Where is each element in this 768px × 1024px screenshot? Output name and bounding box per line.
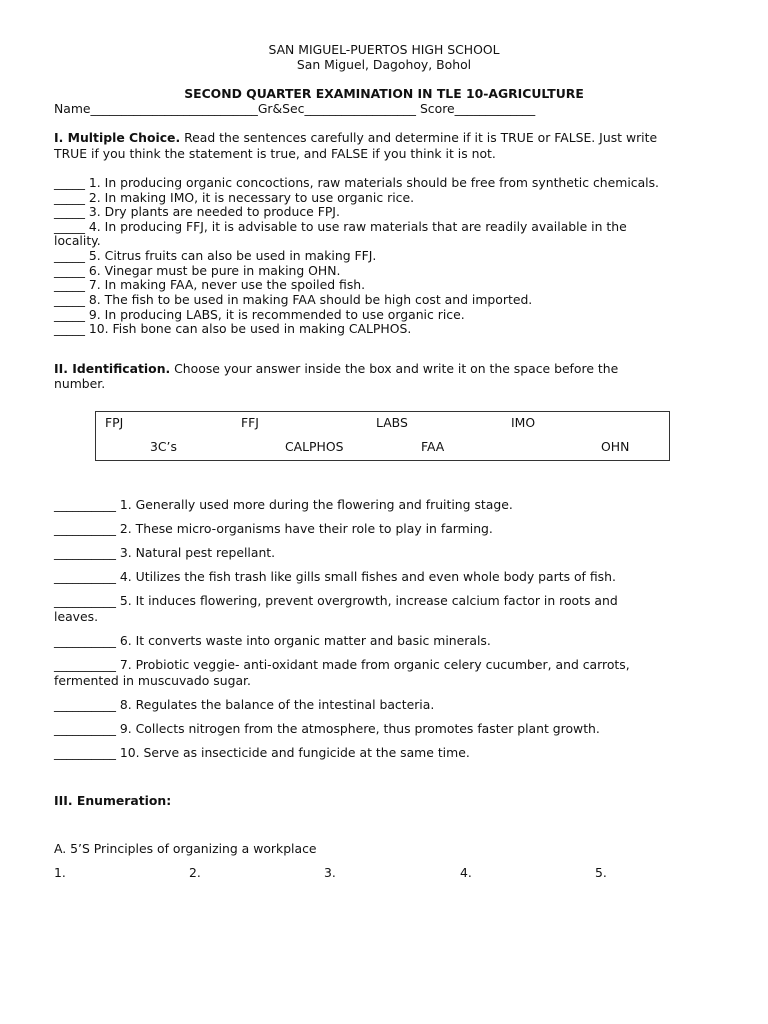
id-item-9: __________ 9. Collects nitrogen from the atmosphere, thus promotes faster plant growth. xyxy=(54,721,600,736)
tf-item-4-cont: locality. xyxy=(54,233,101,248)
id-item-3: __________ 3. Natural pest repellant. xyxy=(54,545,276,560)
enum-number-4: 4. xyxy=(460,865,472,880)
part3-subheading: A. 5’S Principles of organizing a workplace xyxy=(54,841,317,856)
id-item-8: __________ 8. Regulates the balance of the intestinal bacteria. xyxy=(54,697,435,712)
part2-heading: II. Identification. xyxy=(54,361,171,376)
id-item-5: __________ 5. It induces flowering, prevent overgrowth, increase calcium factor in roots and xyxy=(54,593,618,608)
choice-imo: IMO xyxy=(511,415,536,430)
tf-item-3: _____ 3. Dry plants are needed to produce FPJ. xyxy=(54,204,340,219)
choice-fpj: FPJ xyxy=(105,415,124,430)
part1-instructions-2: TRUE if you think the statement is true, and FALSE if you think it is not. xyxy=(54,146,496,161)
part1-instructions xyxy=(54,131,714,146)
id-item-7: __________ 7. Probiotic veggie- anti-oxidant made from organic celery cucumber, and carrots, xyxy=(54,657,630,672)
choice-labs: LABS xyxy=(376,415,408,430)
school-name: SAN MIGUEL-PUERTOS HIGH SCHOOL xyxy=(268,42,500,57)
id-item-2: __________ 2. These micro-organisms have their role to play in farming. xyxy=(54,521,493,536)
choice-3cs: 3C’s xyxy=(150,439,177,454)
enum-number-2: 2. xyxy=(189,865,201,880)
tf-item-4: _____ 4. In producing FFJ, it is advisable to use raw materials that are readily available in the xyxy=(54,219,627,234)
tf-item-8: _____ 8. The fish to be used in making FAA should be high cost and imported. xyxy=(54,292,533,307)
id-item-10: __________ 10. Serve as insecticide and fungicide at the same time. xyxy=(54,745,470,760)
choice-calphos: CALPHOS xyxy=(285,439,344,454)
tf-item-10: _____ 10. Fish bone can also be used in making CALPHOS. xyxy=(54,321,412,336)
id-item-1: __________ 1. Generally used more during the flowering and fruiting stage. xyxy=(54,497,513,512)
part2-instructions-2: number. xyxy=(54,376,106,391)
enum-number-1: 1. xyxy=(54,865,66,880)
tf-item-7: _____ 7. In making FAA, never use the spoiled fish. xyxy=(54,277,366,292)
choice-ffj: FFJ xyxy=(241,415,259,430)
id-item-4: __________ 4. Utilizes the fish trash like gills small fishes and even whole body parts of fish. xyxy=(54,569,616,584)
part2-instructions-1: Choose your answer inside the box and write it on the space before the xyxy=(170,361,619,376)
part1-instructions-1: Read the sentences carefully and determine if it is TRUE or FALSE. Just write xyxy=(180,130,658,145)
enum-number-5: 5. xyxy=(595,865,607,880)
school-address: San Miguel, Dagohoy, Bohol xyxy=(296,57,472,72)
part1-heading: I. Multiple Choice. xyxy=(54,130,181,145)
answer-choices-box xyxy=(95,411,670,461)
choice-ohn: OHN xyxy=(601,439,630,454)
choice-faa: FAA xyxy=(421,439,445,454)
part3-heading: III. Enumeration: xyxy=(54,793,172,808)
enum-number-3: 3. xyxy=(324,865,336,880)
tf-item-2: _____ 2. In making IMO, it is necessary to use organic rice. xyxy=(54,190,415,205)
exam-title: SECOND QUARTER EXAMINATION IN TLE 10-AGRICULTURE xyxy=(184,86,584,101)
id-item-6: __________ 6. It converts waste into organic matter and basic minerals. xyxy=(54,633,491,648)
id-item-5-cont: leaves. xyxy=(54,609,99,624)
name-line: Name___________________________Gr&Sec__________________ Score_____________ xyxy=(54,101,536,116)
part2-instructions xyxy=(54,362,714,377)
tf-item-1: _____ 1. In producing organic concoctions, raw materials should be free from synthetic chemicals. xyxy=(54,175,659,190)
tf-item-5: _____ 5. Citrus fruits can also be used in making FFJ. xyxy=(54,248,377,263)
tf-item-9: _____ 9. In producing LABS, it is recommended to use organic rice. xyxy=(54,307,465,322)
id-item-7-cont: fermented in muscuvado sugar. xyxy=(54,673,251,688)
tf-item-6: _____ 6. Vinegar must be pure in making OHN. xyxy=(54,263,341,278)
